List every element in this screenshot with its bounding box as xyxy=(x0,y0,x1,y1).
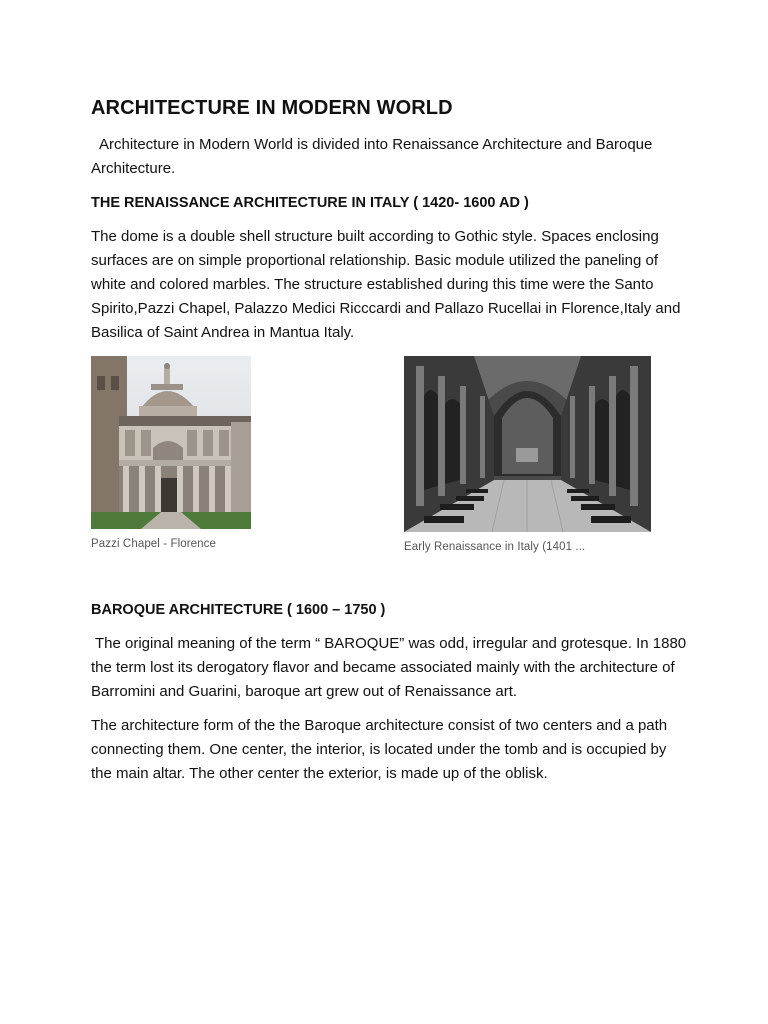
figures-row xyxy=(91,356,651,556)
pazzi-chapel-photo xyxy=(91,356,251,529)
figure-church-interior xyxy=(404,356,651,553)
page-title: ARCHITECTURE IN MODERN WORLD xyxy=(91,97,453,119)
baroque-paragraph-1: The original meaning of the term “ BAROQUE” was odd, irregular and grotesque. In 1880 the term lost its derogatory flavor and became associated mainly with the architecture of Barromini and Guarini, baroque art grew out of Renaissance art. xyxy=(91,635,687,700)
baroque-paragraph-2: The architecture form of the the Baroque architecture consist of two centers and a path connecting them. One center, the interior, is located under the tomb and is occupied by the main altar. The other center the exterior, is made up of the oblisk. xyxy=(91,717,668,782)
document-top-section xyxy=(91,94,691,345)
caption-church-interior: Early Renaissance in Italy (1401 ... xyxy=(404,541,586,553)
renaissance-paragraph: The dome is a double shell structure built according to Gothic style. Spaces enclosing surfaces are on simple proportional relationship. Basic module utilized the paneling of white and colored marbles. The structure established during this time were the Santo Spirito,Pazzi Chapel, Palazzo Medici Ricccardi and Pallazo Rucellai in Florence,Italy and Basilica of Saint Andrea in Mantua Italy. xyxy=(91,228,681,341)
figure-pazzi-chapel xyxy=(91,356,251,550)
church-interior-photo xyxy=(404,356,651,532)
document-baroque-section xyxy=(91,598,691,786)
baroque-heading: BAROQUE ARCHITECTURE ( 1600 – 1750 ) xyxy=(91,602,386,618)
renaissance-heading: THE RENAISSANCE ARCHITECTURE IN ITALY ( 1420- 1600 AD ) xyxy=(91,195,529,211)
intro-paragraph: Architecture in Modern World is divided into Renaissance Architecture and Baroque Architecture. xyxy=(91,136,653,177)
caption-pazzi-chapel: Pazzi Chapel - Florence xyxy=(91,538,217,550)
